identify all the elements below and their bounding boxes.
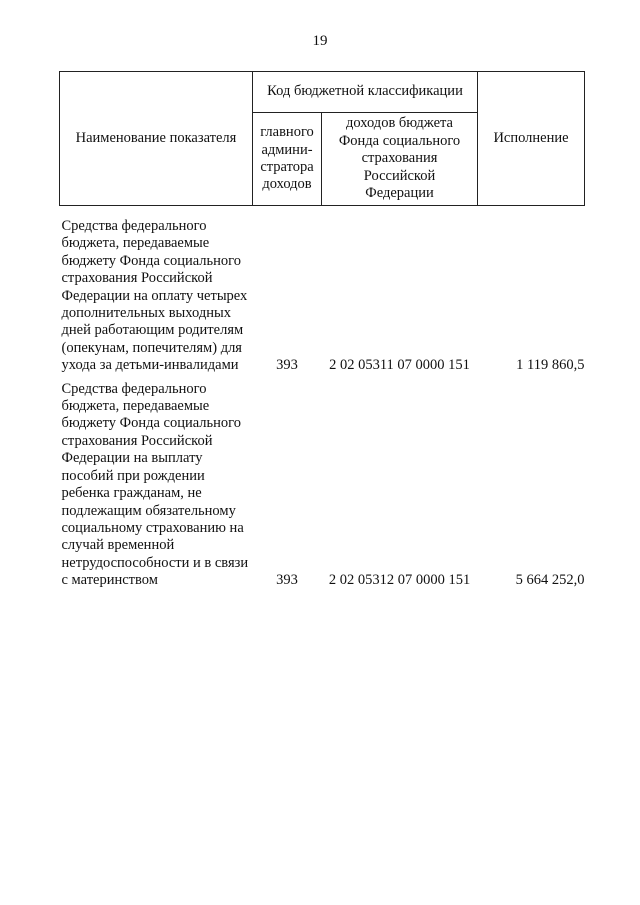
header-admin-line: стратора	[260, 159, 314, 175]
header-admin-line: главного	[260, 124, 314, 141]
header-income-line: Федерации	[365, 185, 434, 202]
page-number: 19	[312, 33, 328, 49]
header-fund-income	[322, 113, 478, 206]
budget-table	[59, 71, 585, 590]
header-income-line: доходов бюджета	[346, 115, 453, 132]
header-income-line: Российской	[363, 167, 436, 184]
header-admin-line: доходов	[262, 176, 312, 193]
table-header	[60, 72, 585, 206]
table-row	[60, 206, 585, 375]
execution-value: 5 664 252,0	[515, 572, 585, 589]
header-main-administrator	[253, 113, 322, 206]
header-income-line: страхования	[361, 150, 438, 167]
income-code: 2 02 05311 07 0000 151	[329, 357, 470, 374]
table-row	[60, 375, 585, 590]
header-income-line: Фонда социального	[338, 132, 461, 149]
header-indicator-name: Наименование показателя	[60, 72, 253, 206]
header-execution: Исполнение	[478, 72, 585, 206]
execution-value: 1 119 860,5	[516, 357, 585, 374]
admin-code: 393	[276, 572, 298, 589]
income-code: 2 02 05312 07 0000 151	[328, 572, 471, 589]
admin-code: 393	[276, 357, 298, 374]
indicator-name: Средства федерального бюджета, передаваемые бюджету Фонда социального страхования Российской Федерации на выплату пособий при рождении ребенка гражданам, не подлежащим обязательному социальному страхованию на случай временной нетрудоспособности и в связи с материнством	[61, 380, 249, 589]
header-admin-line: админи-	[261, 141, 313, 158]
indicator-name: Средства федерального бюджета, передаваемые бюджету Фонда социального страхования Российской Федерации на оплату четырех дополнительных выходных дней работающим родителям (опекунам, попечителям) для ухода за детьми-инвалидами	[61, 218, 248, 374]
header-budget-classification: Код бюджетной классификации	[253, 72, 478, 113]
